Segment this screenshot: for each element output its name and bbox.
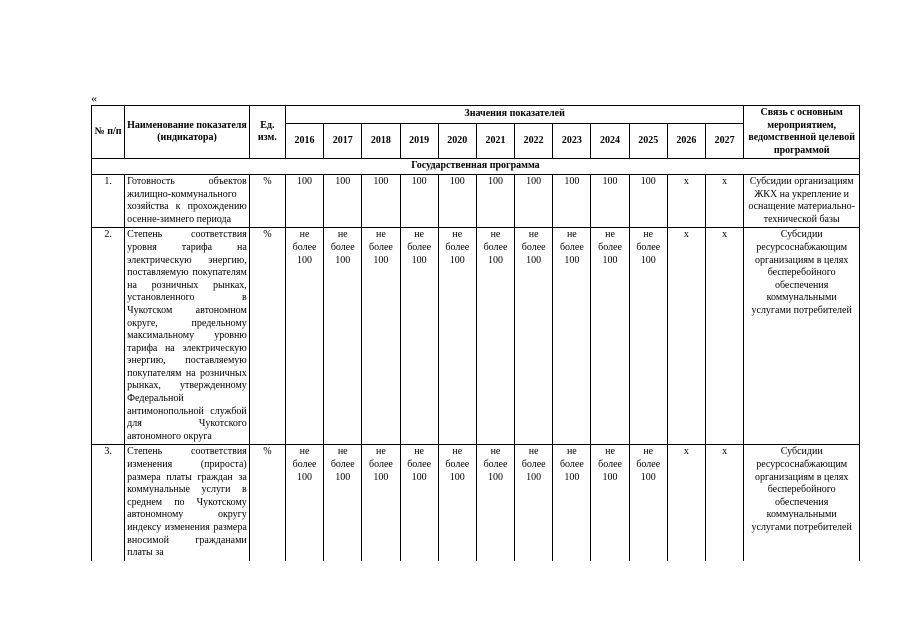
year-cell: 2018 bbox=[362, 124, 400, 159]
row-value: 100 bbox=[553, 174, 591, 227]
row-value: не более 100 bbox=[515, 445, 553, 561]
row-value: 100 bbox=[400, 174, 438, 227]
year-cell: 2027 bbox=[706, 124, 744, 159]
year-cell: 2017 bbox=[324, 124, 362, 159]
table-row bbox=[92, 174, 860, 227]
year-cell: 2022 bbox=[515, 124, 553, 159]
section-title: Государственная программа bbox=[92, 159, 860, 175]
row-num: 3. bbox=[92, 445, 125, 561]
row-indicator-name: Степень соответствия изменения (прироста) размера платы граждан за коммунальные услуги в среднем по Чукотскому автономному округу индексу изменения размера вносимой гражданами платы за bbox=[125, 445, 250, 561]
header-link: Связь с основным мероприятием, ведомственной целевой программой bbox=[744, 106, 860, 159]
indicators-table bbox=[91, 105, 860, 561]
row-value: не более 100 bbox=[591, 228, 629, 445]
row-indicator-name: Степень соответствия уровня тарифа на электрическую энергию, поставляемую покупателям на розничных рынках, установленного в Чукотском автономном округе, предельному максимальному уровню тарифа на электрическую энергию, поставляемую покупателям на розничных рынках, утвержденному Федеральной антимонопольной службой для Чукотского автономного округа bbox=[125, 228, 250, 445]
year-cell: 2025 bbox=[629, 124, 667, 159]
row-value: 100 bbox=[362, 174, 400, 227]
row-value: не более 100 bbox=[438, 228, 476, 445]
year-cell: 2021 bbox=[476, 124, 514, 159]
row-num: 2. bbox=[92, 228, 125, 445]
row-value: 100 bbox=[591, 174, 629, 227]
row-link: Субсидии ресурсоснабжающим организациям в целях бесперебойного обеспечения коммунальными услугами потребителей bbox=[744, 228, 860, 445]
row-value: не более 100 bbox=[553, 445, 591, 561]
row-value: не более 100 bbox=[591, 445, 629, 561]
row-value: не более 100 bbox=[476, 228, 514, 445]
row-unit: % bbox=[249, 445, 285, 561]
row-value: 100 bbox=[438, 174, 476, 227]
row-value: 100 bbox=[285, 174, 323, 227]
header-name: Наименование показателя (индикатора) bbox=[125, 106, 250, 159]
header-values: Значения показателей bbox=[285, 106, 743, 124]
table-row bbox=[92, 445, 860, 561]
row-link: Субсидии ресурсоснабжающим организациям в целях бесперебойного обеспечения коммунальными услугами потребителей bbox=[744, 445, 860, 561]
row-value: 100 bbox=[324, 174, 362, 227]
row-indicator-name: Готовность объектов жилищно-коммунального хозяйства к прохождению осенне-зимнего периода bbox=[125, 174, 250, 227]
year-cell: 2019 bbox=[400, 124, 438, 159]
row-unit: % bbox=[249, 174, 285, 227]
header-unit: Ед. изм. bbox=[249, 106, 285, 159]
row-value: не более 100 bbox=[362, 228, 400, 445]
row-value: не более 100 bbox=[438, 445, 476, 561]
row-link: Субсидии организациям ЖКХ на укрепление и оснащение материально-технической базы bbox=[744, 174, 860, 227]
row-value: 100 bbox=[629, 174, 667, 227]
row-value: не более 100 bbox=[553, 228, 591, 445]
row-value: х bbox=[667, 228, 705, 445]
row-value: х bbox=[667, 445, 705, 561]
year-cell: 2016 bbox=[285, 124, 323, 159]
row-value: не более 100 bbox=[629, 228, 667, 445]
year-cell: 2020 bbox=[438, 124, 476, 159]
row-value: не более 100 bbox=[629, 445, 667, 561]
row-value: х bbox=[667, 174, 705, 227]
row-value: 100 bbox=[515, 174, 553, 227]
row-value: не более 100 bbox=[324, 228, 362, 445]
opening-quote-mark: « bbox=[91, 91, 97, 105]
row-value: не более 100 bbox=[515, 228, 553, 445]
row-value: не более 100 bbox=[400, 445, 438, 561]
row-value: х bbox=[706, 228, 744, 445]
row-value: не более 100 bbox=[285, 445, 323, 561]
row-value: не более 100 bbox=[324, 445, 362, 561]
row-num: 1. bbox=[92, 174, 125, 227]
year-cell: 2024 bbox=[591, 124, 629, 159]
year-cell: 2026 bbox=[667, 124, 705, 159]
row-unit: % bbox=[249, 228, 285, 445]
header-num: № п/п bbox=[92, 106, 125, 159]
row-value: 100 bbox=[476, 174, 514, 227]
table-row bbox=[92, 228, 860, 445]
row-value: не более 100 bbox=[285, 228, 323, 445]
row-value: х bbox=[706, 445, 744, 561]
row-value: не более 100 bbox=[476, 445, 514, 561]
row-value: х bbox=[706, 174, 744, 227]
row-value: не более 100 bbox=[400, 228, 438, 445]
row-value: не более 100 bbox=[362, 445, 400, 561]
year-cell: 2023 bbox=[553, 124, 591, 159]
